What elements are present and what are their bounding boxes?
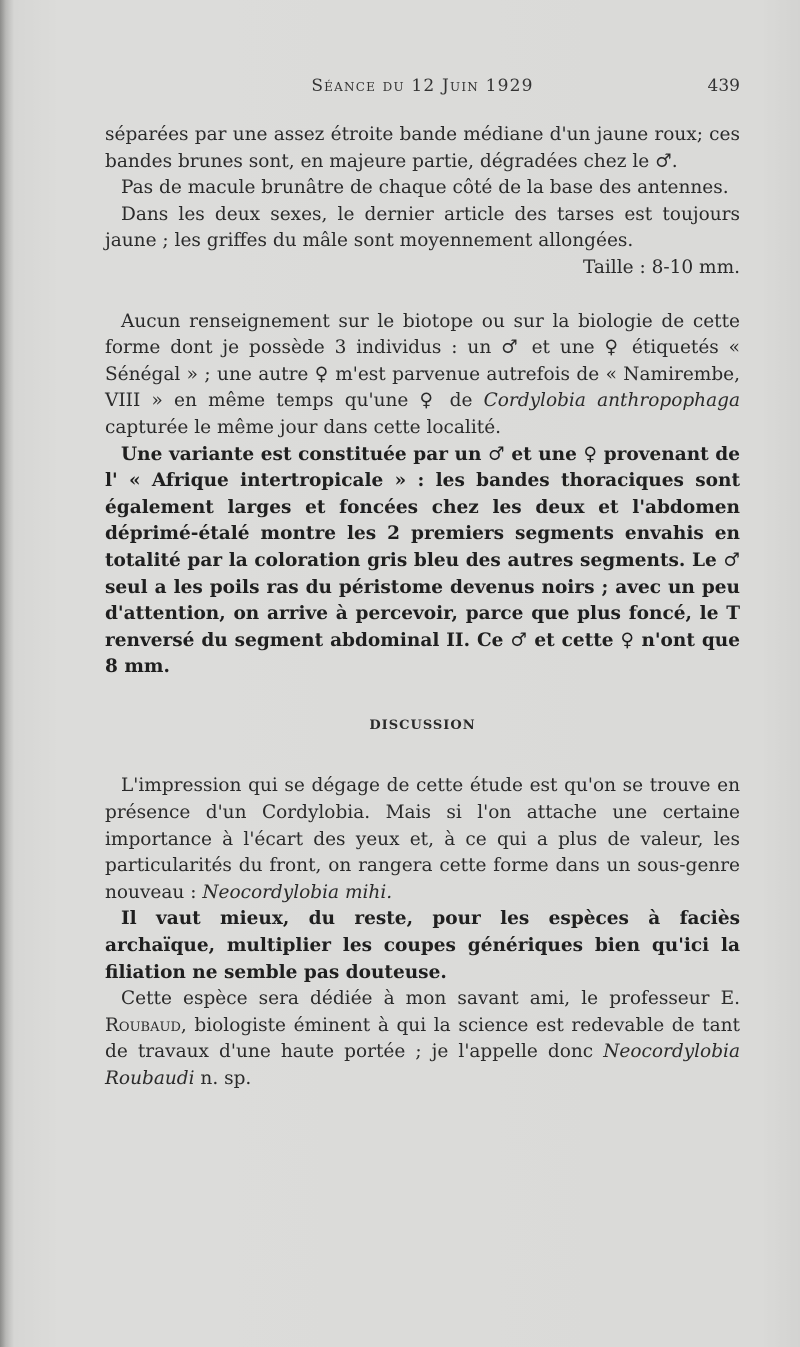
paragraph-dedication-text-a: Cette espèce sera dédiée à mon savant ami, le professeur E. — [121, 988, 740, 1010]
author-name: Roubaud — [105, 1014, 181, 1036]
paragraph-biotope-text-a: Aucun renseignement sur le biotope ou sur la biologie de cette forme dont je possède 3 individus : un ♂ et une ♀ étiquetés « Sénégal » ; une autre ♀ m'est parvenue autrefois de « Namirembe, VIII » en même temps qu'une ♀ de — [105, 310, 740, 412]
paragraph-dedication-text-b: , biologiste éminent à qui la science est redevable de tant de travaux d'une haute portée ; je l'appelle donc — [105, 1014, 740, 1063]
page-header — [105, 76, 740, 100]
paragraph-coupes: Il vaut mieux, du reste, pour les espèces à faciès archaïque, multiplier les coupes génériques bien qu'ici la filiation ne semble pas douteuse. — [105, 908, 740, 983]
section-heading: DISCUSSION — [369, 717, 476, 733]
new-species-name: Neocordylobia Roubaudi — [105, 1041, 740, 1089]
paragraph-impression — [105, 773, 740, 906]
size-line: Taille : 8-10 mm. — [582, 256, 740, 278]
body-text — [105, 122, 740, 1093]
paragraph-tarses: Dans les deux sexes, le dernier article des tarses est toujours jaune ; les griffes du mâle sont moyennement allongées. — [105, 203, 740, 252]
paragraph-dedication-text-c: n. sp. — [194, 1068, 252, 1089]
paragraph-gap — [105, 282, 740, 309]
paragraph-impression-text: L'impression qui se dégage de cette étude est qu'on se trouve en présence d'un Cordylobia. Mais si l'on attache une certaine importance à l'écart des yeux et, à ce qui a plus de valeur, les particularités du front, on rangera cette forme dans un sous-genre nouveau : — [105, 775, 740, 903]
paragraph-biotope — [105, 309, 740, 442]
running-head: Séance du 12 Juin 1929 — [311, 76, 534, 96]
paragraph-dedication — [105, 986, 740, 1092]
subgenus-name: Neocordylobia mihi. — [202, 881, 393, 903]
paragraph-variante: Une variante est constituée par un ♂ et une ♀ provenant de l' « Afrique intertropicale » : les bandes thoraciques sont également larges et foncées chez les deux et l'abdomen déprimé-étalé montre les 2 premiers segments envahis en totalité par la coloration gris bleu des autres segments. Le ♂ seul a les poils ras du péristome devenus noirs ; avec un peu d'attention, on arrive à percevoir, parce que plus foncé, le T renversé du segment abdominal II. Ce ♂ et cette ♀ n'ont que 8 mm. — [105, 443, 740, 678]
paragraph-antennes: Pas de macule brunâtre de chaque côté de la base des antennes. — [121, 177, 729, 199]
species-name-cordylobia: Cordylobia anthropophaga — [483, 390, 741, 412]
paragraph-continuation: séparées par une assez étroite bande médiane d'un jaune roux; ces bandes brunes sont, en majeure partie, dégradées chez le ♂. — [105, 124, 740, 172]
paragraph-biotope-text-b: capturée le même jour dans cette localité. — [105, 416, 502, 438]
page-number: 439 — [707, 76, 740, 96]
